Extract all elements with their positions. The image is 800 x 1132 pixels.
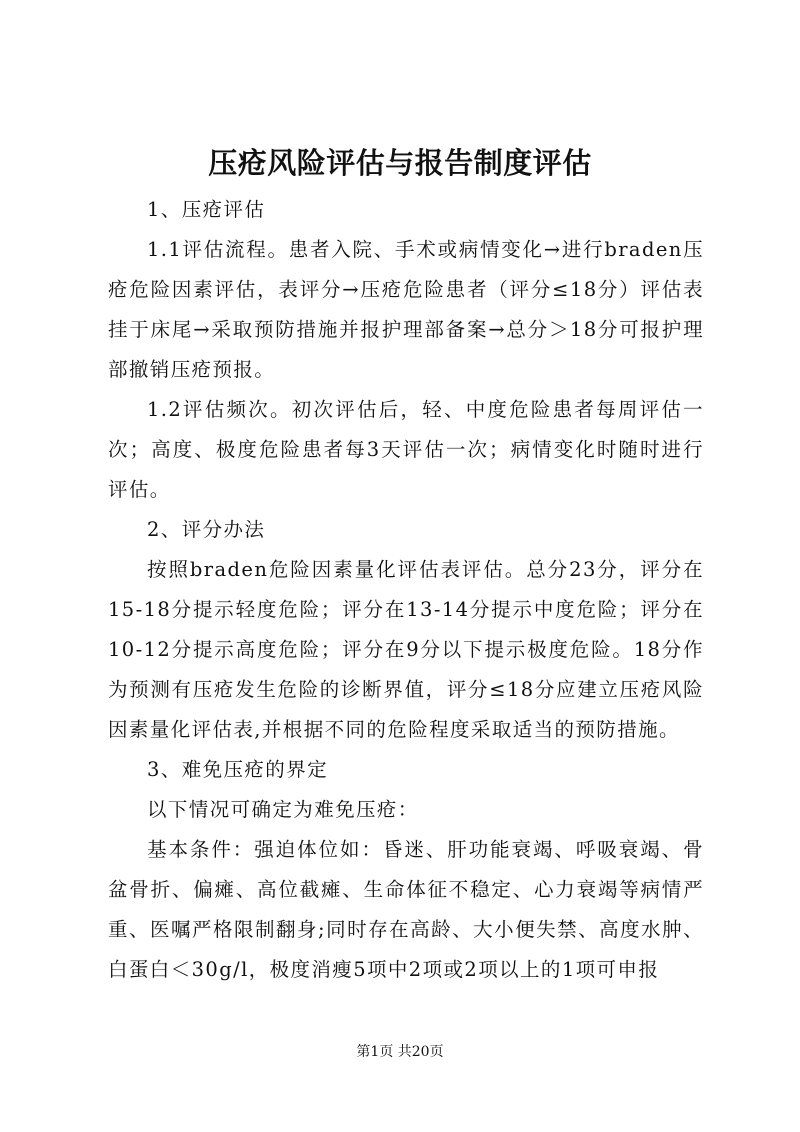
section-heading-unavoidable-ulcer: 3、难免压疮的界定 [147, 758, 329, 781]
document-body [108, 190, 704, 990]
document-title: 压疮风险评估与报告制度评估 [208, 146, 592, 180]
paragraph-unavoidable-intro: 以下情况可确定为难免压疮： [147, 798, 419, 821]
page-footer: 第1页 共20页 [356, 1044, 444, 1060]
paragraph-assessment-process: 1.1评估流程。患者入院、手术或病情变化→进行braden压疮危险因素评估，表评分→压疮危险患者（评分≤18分）评估表挂于床尾→采取预防措施并报护理部备案→总分＞18分可报护理部撤销压疮预报。 [108, 238, 704, 381]
paragraph-scoring-method: 按照braden危险因素量化评估表评估。总分23分，评分在15-18分提示轻度危险；评分在13-14分提示中度危险；评分在10-12分提示高度危险；评分在9分以下提示极度危险。18分作为预测有压疮发生危险的诊断界值，评分≤18分应建立压疮风险因素量化评估表,并根据不同的危险程度采取适当的预防措施。 [108, 558, 704, 741]
section-heading-pressure-ulcer-assessment: 1、压疮评估 [147, 198, 266, 221]
paragraph-assessment-frequency: 1.2评估频次。初次评估后，轻、中度危险患者每周评估一次；高度、极度危险患者每3天评估一次；病情变化时随时进行评估。 [108, 398, 704, 501]
paragraph-basic-conditions: 基本条件：强迫体位如：昏迷、肝功能衰竭、呼吸衰竭、骨盆骨折、偏瘫、高位截瘫、生命体征不稳定、心力衰竭等病情严重、医嘱严格限制翻身;同时存在高龄、大小便失禁、高度水肿、白蛋白＜30g/l，极度消瘦5项中2项或2项以上的1项可申报 [108, 838, 704, 981]
section-heading-scoring-method: 2、评分办法 [147, 518, 266, 541]
